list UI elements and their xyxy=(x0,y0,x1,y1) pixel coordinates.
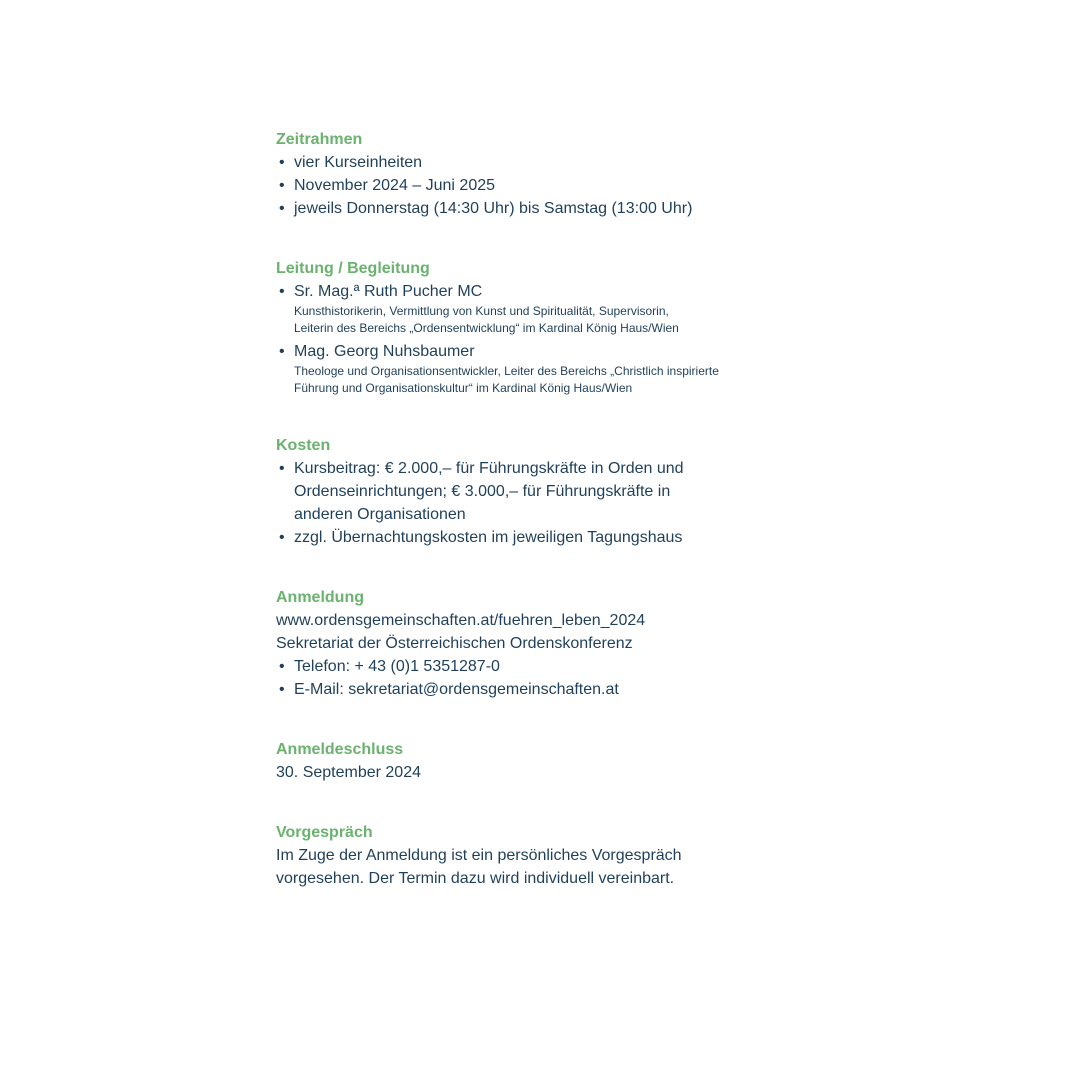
registration-url[interactable]: www.ordensgemeinschaften.at/fuehren_leben_2024 xyxy=(276,612,646,629)
section-title-anmeldung: Anmeldung xyxy=(276,589,364,606)
section-vorgespraech xyxy=(276,821,796,890)
phone-item: • Telefon: + 43 (0)1 5351287-0 xyxy=(276,655,796,678)
zeitrahmen-list xyxy=(276,151,796,220)
person-description xyxy=(294,303,796,337)
person-description-line: Leiterin des Bereichs „Ordensentwicklung“ im Kardinal König Haus/Wien xyxy=(294,321,679,335)
section-zeitrahmen xyxy=(276,128,796,220)
section-kosten xyxy=(276,434,796,549)
list-item xyxy=(276,457,796,526)
section-leitung xyxy=(276,257,796,397)
paragraph-line: Im Zuge der Anmeldung ist ein persönliches Vorgespräch xyxy=(276,847,682,864)
person-item xyxy=(276,280,796,337)
section-title-anmeldeschluss: Anmeldeschluss xyxy=(276,741,404,758)
section-title-vorgespraech: Vorgespräch xyxy=(276,824,373,841)
person-description-line: Führung und Organisationskultur“ im Kardinal König Haus/Wien xyxy=(294,381,633,395)
section-title-kosten: Kosten xyxy=(276,437,331,454)
cost-line: Ordenseinrichtungen; € 3.000,– für Führungskräfte in xyxy=(294,483,671,500)
email-item[interactable]: • E-Mail: sekretariat@ordensgemeinschaften.at xyxy=(276,678,796,701)
paragraph-line: vorgesehen. Der Termin dazu wird individuell vereinbart. xyxy=(276,870,675,887)
list-item: • zzgl. Übernachtungskosten im jeweiligen Tagungshaus xyxy=(276,526,796,549)
section-anmeldeschluss xyxy=(276,738,796,784)
person-name: • Sr. Mag.ª Ruth Pucher MC xyxy=(294,283,483,300)
kosten-list xyxy=(276,457,796,549)
leitung-list xyxy=(276,280,796,397)
secretariat-name: Sekretariat der Österreichischen Ordenskonferenz xyxy=(276,635,633,652)
section-title-zeitrahmen: Zeitrahmen xyxy=(276,131,363,148)
contact-list xyxy=(276,655,796,701)
cost-line: Kursbeitrag: € 2.000,– für Führungskräfte in Orden und xyxy=(294,460,684,477)
list-item: • jeweils Donnerstag (14:30 Uhr) bis Samstag (13:00 Uhr) xyxy=(276,197,796,220)
list-item: • vier Kurseinheiten xyxy=(276,151,796,174)
person-description-line: Theologe und Organisationsentwickler, Leiter des Bereichs „Christlich inspirierte xyxy=(294,364,719,378)
person-description xyxy=(294,363,796,397)
person-item xyxy=(276,340,796,397)
person-name: • Mag. Georg Nuhsbaumer xyxy=(294,343,475,360)
deadline-date: 30. September 2024 xyxy=(276,764,421,781)
list-item: • November 2024 – Juni 2025 xyxy=(276,174,796,197)
section-title-leitung: Leitung / Begleitung xyxy=(276,260,430,277)
section-anmeldung xyxy=(276,586,796,701)
cost-line: anderen Organisationen xyxy=(294,506,466,523)
document-content xyxy=(276,128,796,927)
person-description-line: Kunsthistorikerin, Vermittlung von Kunst und Spiritualität, Supervisorin, xyxy=(294,304,669,318)
